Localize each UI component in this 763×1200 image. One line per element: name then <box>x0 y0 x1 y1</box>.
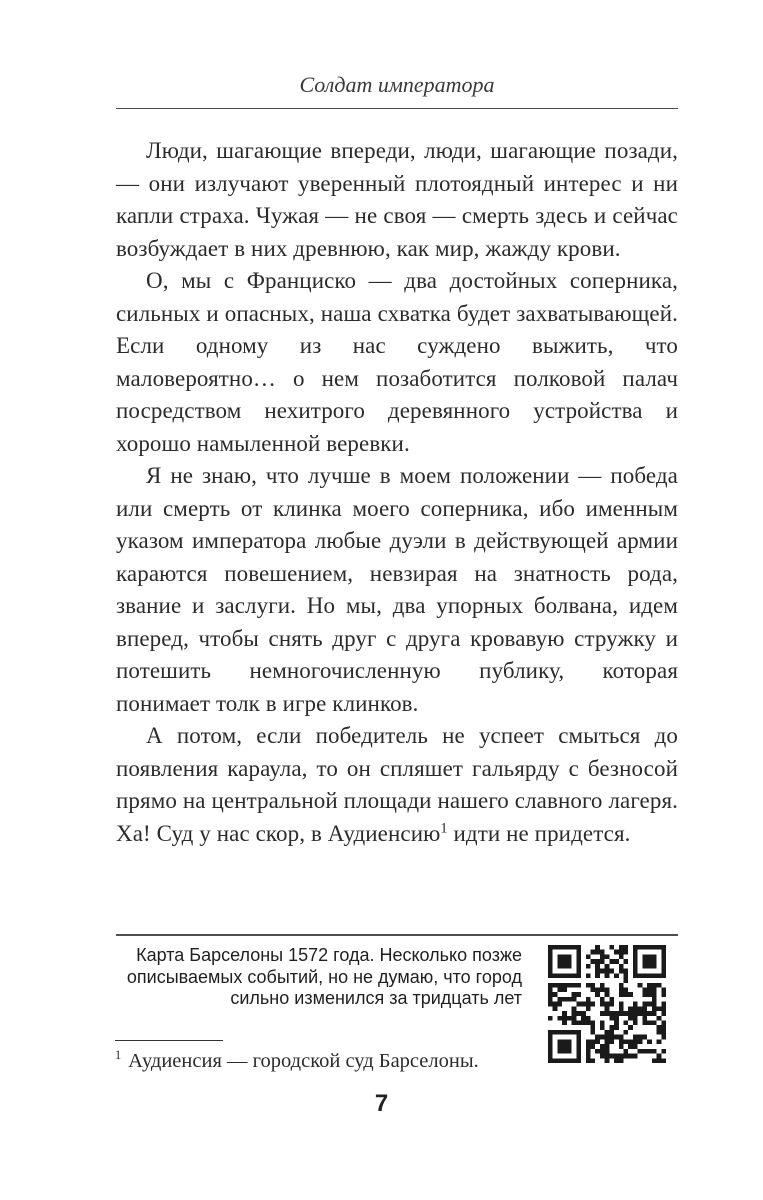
qr-code <box>548 945 666 1063</box>
footnote-line <box>115 1048 545 1074</box>
footnote <box>115 1040 545 1074</box>
body-text <box>116 135 678 850</box>
paragraph: О, мы с Франциско — два достойных соперника, сильных и опасных, наша схватка будет захватывающей. Если одному из нас суждено выжить, что маловероятно… о нем позаботится полковой палач посредством нехитрого деревянного устройства и хорошо намыленной веревки. <box>116 268 678 456</box>
footnote-reference: 1 <box>440 819 448 836</box>
footnote-text: Аудиенсия — городской суд Барселоны. <box>128 1050 479 1072</box>
footnote-marker: 1 <box>115 1048 122 1063</box>
paragraph: Люди, шагающие впереди, люди, шагающие позади, — они излучают уверенный плотоядный интерес и ни капли страха. Чужая — не своя — смерть здесь и сейчас возбуждает в них древнюю, как мир, жажду крови. <box>116 138 678 261</box>
paragraph-text: идти не придется. <box>447 820 631 846</box>
figure-caption: Карта Барселоны 1572 года. Несколько позже описываемых событий, но не думаю, что город сильно изменился за тридцать лет <box>126 945 522 1008</box>
paragraph <box>116 720 678 850</box>
footnote-divider <box>115 1040 223 1041</box>
paragraph: Я не знаю, что лучше в моем положении — победа или смерть от клинка моего соперника, ибо именным указом императора любые дуэли в действующей армии караются повешением, невзирая на знатность рода, звание и заслуги. Но мы, два упорных болвана, идем вперед, чтобы снять друг с друга кровавую стружку и потешить немногочисленную публику, которая понимает толк в игре клинков. <box>116 463 678 716</box>
paragraph-text: А потом, если победитель не успеет смыться до появления караула, то он спляшет гальярду с безносой прямо на центральной площади нашего славного лагеря. Ха! Суд у нас скор, в Аудиенсию <box>116 723 678 846</box>
running-header-title: Солдат императора <box>116 72 678 109</box>
page-number: 7 <box>374 1090 389 1117</box>
